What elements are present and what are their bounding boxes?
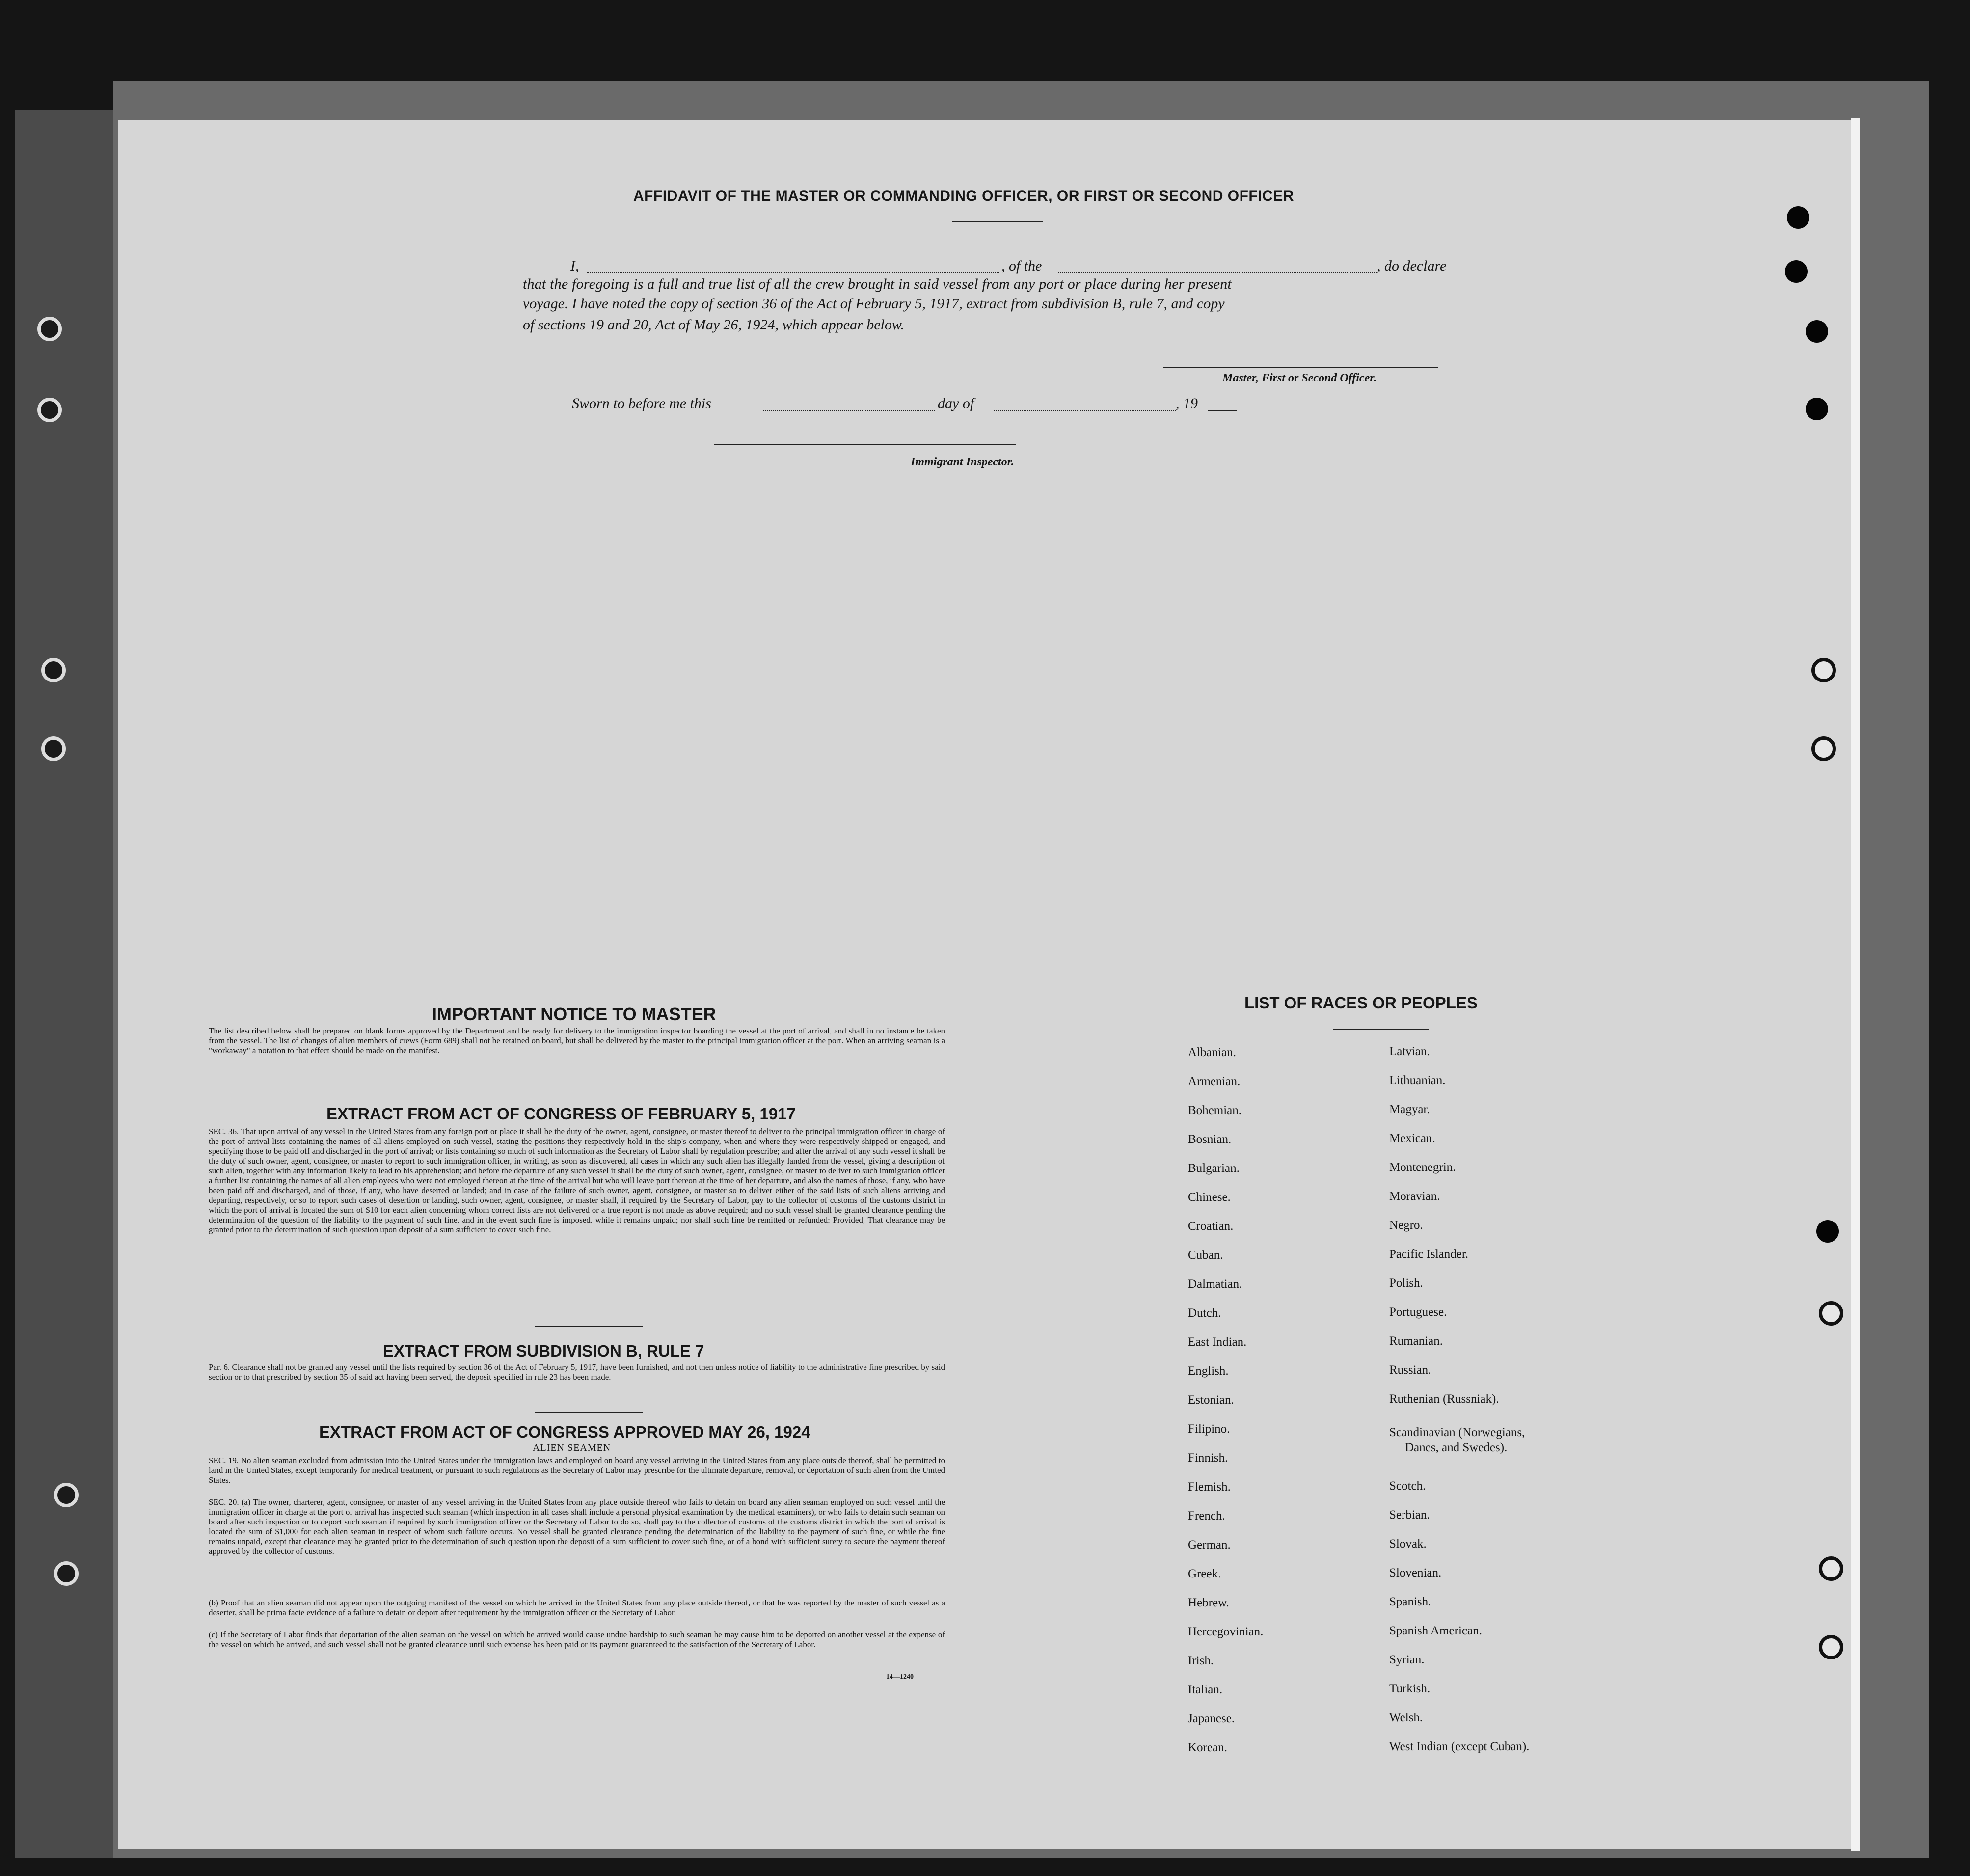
race-item: Lithuanian. [1389,1074,1446,1087]
race-item: Greek. [1188,1567,1221,1580]
race-item: Montenegrin. [1389,1161,1456,1174]
race-item: Irish. [1188,1654,1214,1667]
races-title: LIST OF RACES OR PEOPLES [1244,994,1478,1012]
race-item: Chinese. [1188,1191,1231,1204]
race-item: Pacific Islander. [1389,1248,1469,1261]
race-item: Scandinavian (Norwegians, [1389,1426,1525,1439]
affidavit-line-2: that the foregoing is a full and true list of all the crew brought in said vessel from any port or place during her present [523,276,1232,292]
race-item: Korean. [1188,1741,1227,1754]
day-of-text: day of [938,395,974,411]
sheet-edge [1851,118,1860,1851]
race-item: Dalmatian. [1188,1278,1242,1291]
alien-seamen-subtitle: ALIEN SEAMEN [533,1442,611,1453]
race-item: Albanian. [1188,1046,1236,1059]
affidavit-do-declare: , do declare [1377,258,1447,274]
affidavit-of-the: , of the [1001,258,1042,274]
sec-20a-text: SEC. 20. (a) The owner, charterer, agent, consignee, or master of any vessel arriving in the United States from any place outside thereof who fails to detain on board any alien seaman employed on such vessel until the immigration officer in charge at the port of arrival has inspected such seaman (which inspection in all cases shall include a personal physical examination by the medical examiners), or who fails to detain such seaman on board after such inspection or to deport such seaman if required by such immigration officer or the Secretary of Labor to do so, shall pay to the collector of customs of the customs district in which the port of arrival is located the sum of $1,000 for each alien seaman in respect of whom such failure occurs. No vessel shall be granted clearance pending the determination of the liability to the payment of such fine, or while the fine remains unpaid, except that clearance may be granted prior to the determination of such question upon the deposit of a sum sufficient to cover such fine, or of a bond with sufficient surety to secure the payment thereof approved by the collector of customs. [209,1497,945,1556]
race-item: Turkish. [1389,1682,1430,1695]
year-text: , 19 [1176,395,1198,411]
race-item: Slovenian. [1389,1566,1442,1579]
form-number: 14—1240 [886,1673,914,1681]
punch-hole-icon [1819,1556,1843,1581]
divider [535,1326,643,1327]
subdivision-text: Par. 6. Clearance shall not be granted any vessel until the lists required by section 36 of the Act of February 5, 1917, have been furnished, and not then unless notice of liability to the administrative fine prescribed by said section or to that prescribed by section 35 of said act having been served, the deposit specified in rule 23 has been made. [209,1362,945,1382]
divider [535,1412,643,1413]
race-item: Portuguese. [1389,1305,1447,1319]
vessel-field[interactable] [1058,272,1377,273]
race-item: Spanish. [1389,1595,1431,1608]
race-item: German. [1188,1538,1231,1551]
race-item: Magyar. [1389,1103,1430,1116]
binder-hole-icon [37,317,62,341]
master-signature-label: Master, First or Second Officer. [1222,372,1377,384]
sec-20b-text: (b) Proof that an alien seaman did not appear upon the outgoing manifest of the vessel on which he arrived in the United States from any place outside thereof, or that he was reported by the master of such vessel as a deserter, shall be prima facie evidence of a failure to detain or deport after requirement by the immigration officer or the Secretary of Labor. [209,1598,945,1617]
race-item: Japanese. [1188,1712,1235,1725]
affidavit-title: AFFIDAVIT OF THE MASTER OR COMMANDING OFFICER, OR FIRST OR SECOND OFFICER [633,188,1294,204]
race-item: Bohemian. [1188,1104,1242,1117]
inspector-signature-label: Immigrant Inspector. [911,456,1014,468]
punch-hole-icon [1819,1301,1843,1326]
race-item: Mexican. [1389,1132,1435,1145]
master-signature-line[interactable] [1163,367,1438,368]
sworn-text: Sworn to before me this [572,395,711,411]
race-item: Serbian. [1389,1508,1430,1522]
race-item: Finnish. [1188,1451,1228,1465]
race-item: Cuban. [1188,1249,1223,1262]
binder-hole-icon [37,398,62,422]
race-item: Hebrew. [1188,1596,1229,1609]
binder-hole-icon [41,658,66,682]
punch-hole-icon [1811,736,1836,761]
divider [1333,1029,1429,1030]
notice-title: IMPORTANT NOTICE TO MASTER [432,1004,716,1024]
punch-hole-icon [1816,1220,1839,1243]
race-item: Bulgarian. [1188,1162,1240,1175]
race-item: Dutch. [1188,1306,1221,1320]
race-item: Ruthenian (Russniak). [1389,1392,1499,1406]
race-item: Bosnian. [1188,1133,1232,1146]
divider [952,221,1043,222]
punch-hole-icon [1806,398,1828,420]
race-item: Estonian. [1188,1393,1234,1407]
extract-1917-title: EXTRACT FROM ACT OF CONGRESS OF FEBRUARY 5, 1917 [326,1105,796,1123]
affidavit-line-4: of sections 19 and 20, Act of May 26, 1924, which appear below. [523,317,905,333]
sec-19-text: SEC. 19. No alien seaman excluded from admission into the United States under the immigration laws and employed on board any vessel arriving in the United States from any place outside thereof, shall be permitted to land in the United States, except temporarily for medical treatment, or pursuant to such regulations as the Secretary of Labor may prescribe for the ultimate departure, removal, or deportation of such alien from the United States. [209,1456,945,1485]
race-item: English. [1188,1364,1229,1378]
race-item: East Indian. [1188,1335,1247,1349]
race-item: Latvian. [1389,1045,1430,1058]
race-item: Scotch. [1389,1479,1426,1493]
punch-hole-icon [1785,260,1808,283]
punch-hole-icon [1811,658,1836,682]
race-item: West Indian (except Cuban). [1389,1740,1530,1753]
sworn-month-field[interactable] [994,410,1176,411]
affidavit-i: I, [570,258,579,274]
extract-1924-title: EXTRACT FROM ACT OF CONGRESS APPROVED MAY 26, 1924 [319,1423,810,1441]
punch-hole-icon [1787,206,1809,229]
race-item: Negro. [1389,1219,1423,1232]
race-item: Danes, and Swedes). [1405,1441,1508,1454]
race-item: French. [1188,1509,1225,1523]
binder-hole-icon [41,736,66,761]
affidavit-line-3: voyage. I have noted the copy of section 36 of the Act of February 5, 1917, extract from subdivision B, rule 7, and copy [523,296,1225,312]
race-item: Croatian. [1188,1220,1234,1233]
race-item: Welsh. [1389,1711,1423,1724]
race-item: Slovak. [1389,1537,1427,1550]
race-item: Hercegovinian. [1188,1625,1264,1638]
race-item: Italian. [1188,1683,1223,1696]
race-item: Spanish American. [1389,1624,1482,1637]
sworn-day-field[interactable] [763,410,935,411]
race-item: Armenian. [1188,1075,1241,1088]
extract-1917-text: SEC. 36. That upon arrival of any vessel in the United States from any foreign port or place it shall be the duty of the owner, agent, consignee, or master thereof to deliver to the principal immigration officer in charge of the port of arrival lists containing the names of all aliens employed on such vessel, stating the positions they respectively hold in the ship's company, when and where they were respectively shipped or engaged, and specifying those to be paid off and discharged in the port of arrival; or lists containing so much of such information as the Secretary of Labor shall by regulation prescribe; and after the arrival of any such vessel it shall be the duty of such owner, agent, consignee, or master to report to such immigration officer, in writing, as soon as discovered, all cases in which any such alien has illegally landed from the vessel, giving a description of such alien, together with any information likely to lead to his apprehension; and before the departure of any such vessel it shall be the duty of such owner, agent, consignee, or master to deliver to such immigration officer a further list containing the names of all alien employees who were not employed thereon at the time of the arrival but who will leave port thereon at the time of her departure, and also the names of those, if any, who have been paid off and discharged, and of those, if any, who have deserted or landed; and in case of the failure of such owner, agent, consignee, or master so to deliver either of the said lists of such aliens arriving and departing, respectively, or so to report such cases of desertion or landing, such owner, agent, consignee, or master shall, if required by the Secretary of Labor, pay to the collector of customs of the customs district in which the port of arrival is located the sum of $10 for each alien concerning whom correct lists are not delivered or a true report is not made as above required; and no such vessel shall be granted clearance pending the determination of the question of the liability to the payment of such fine, and in the event such fine is imposed, while it remains unpaid; nor shall such fine be remitted or refunded: Provided, That clearance may be granted prior to the determination of such question upon deposit of a sum sufficient to cover such fine. [209,1127,945,1234]
subdivision-title: EXTRACT FROM SUBDIVISION B, RULE 7 [383,1342,704,1360]
race-item: Filipino. [1188,1422,1230,1436]
race-item: Polish. [1389,1277,1423,1290]
binder-hole-icon [54,1483,79,1507]
race-item: Russian. [1389,1363,1431,1377]
punch-hole-icon [1806,320,1828,343]
punch-hole-icon [1819,1635,1843,1659]
race-item: Syrian. [1389,1653,1425,1666]
notice-text: The list described below shall be prepared on blank forms approved by the Department and be ready for delivery to the immigration inspector boarding the vessel at the port of arrival, and shall in no instance be taken from the vessel. The list of changes of alien members of crews (Form 689) shall not be retained on board, but shall be delivered by the master to the principal immigration officer at the port. When an arriving seaman is a "workaway" a notation to that effect should be made on the manifest. [209,1026,945,1055]
sworn-year-field[interactable] [1208,410,1237,411]
binder-hole-icon [54,1561,79,1586]
race-item: Moravian. [1389,1190,1440,1203]
name-field[interactable] [587,272,999,273]
race-item: Rumanian. [1389,1334,1443,1348]
inspector-signature-line[interactable] [714,444,1016,445]
document-sheet [118,120,1856,1849]
sec-20c-text: (c) If the Secretary of Labor finds that deportation of the alien seaman on the vessel on which he arrived would cause undue hardship to such seaman he may cause him to be deported on another vessel at the expense of the vessel on which he arrived, and such vessel shall not be granted clearance until such expense has been paid or its payment guaranteed to the satisfaction of the Secretary of Labor. [209,1630,945,1649]
race-item: Flemish. [1188,1480,1231,1494]
